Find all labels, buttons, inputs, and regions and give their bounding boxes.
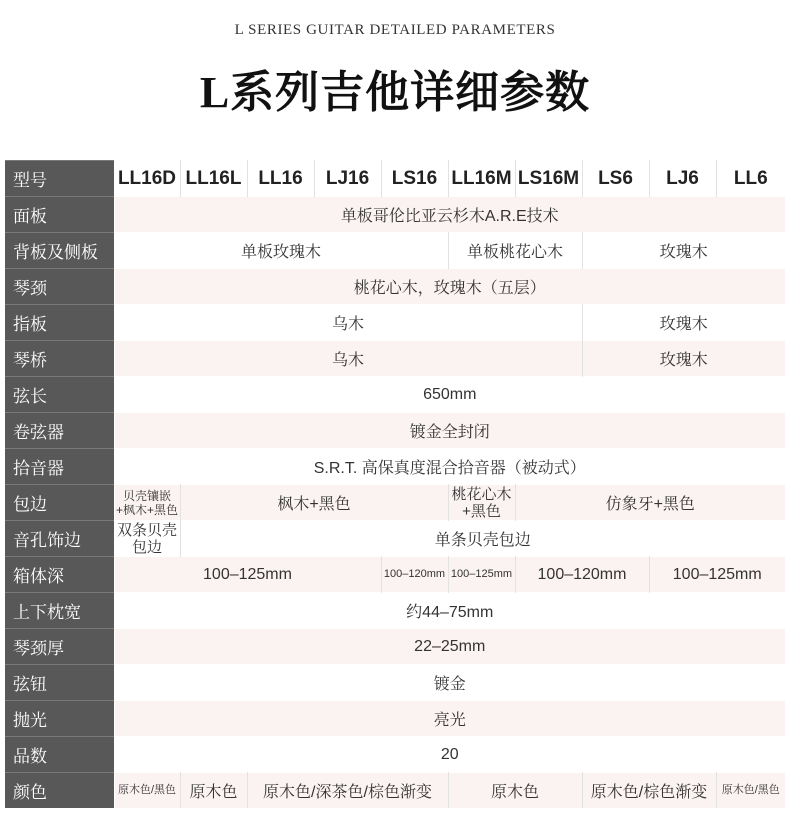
value-cell: 乌木 [114, 341, 582, 377]
row-label: 琴颈厚 [5, 629, 114, 665]
row-label: 颜色 [5, 773, 114, 809]
model-cell: LL16 [247, 161, 314, 197]
model-cell: LL16M [448, 161, 515, 197]
row-label: 拾音器 [5, 449, 114, 485]
model-cell: LL16L [180, 161, 247, 197]
row-label: 琴桥 [5, 341, 114, 377]
row-finish [5, 701, 785, 737]
row-body-depth [5, 557, 785, 593]
value-cell: 650mm [114, 377, 785, 413]
row-binding [5, 485, 785, 521]
row-bridge [5, 341, 785, 377]
value-cell: 单板桃花心木 [448, 233, 582, 269]
value-cell: 原木色 [180, 773, 247, 809]
value-cell: 原木色/黑色 [114, 773, 180, 809]
value-cell: 22–25mm [114, 629, 785, 665]
value-cell: 桃花心木+黑色 [448, 485, 515, 521]
model-cell: LS16 [381, 161, 448, 197]
value-cell: 枫木+黑色 [180, 485, 448, 521]
value-cell: 单条贝壳包边 [180, 521, 785, 557]
value-cell: 原木色/深茶色/棕色渐变 [247, 773, 448, 809]
row-top [5, 197, 785, 233]
page-title: L系列吉他详细参数 [199, 68, 591, 117]
value-cell: 玫瑰木 [582, 341, 785, 377]
model-cell: LL16D [114, 161, 180, 197]
row-bouts [5, 593, 785, 629]
row-label: 包边 [5, 485, 114, 521]
value-cell: 原木色 [448, 773, 582, 809]
value-cell: 镀金 [114, 665, 785, 701]
value-cell: 乌木 [114, 305, 582, 341]
model-cell: LS6 [582, 161, 649, 197]
row-neck-thickness [5, 629, 785, 665]
value-cell: 亮光 [114, 701, 785, 737]
row-label: 面板 [5, 197, 114, 233]
row-neck [5, 269, 785, 305]
row-label: 箱体深 [5, 557, 114, 593]
row-fingerboard [5, 305, 785, 341]
model-cell: LJ6 [649, 161, 716, 197]
row-pickup [5, 449, 785, 485]
row-label: 上下枕宽 [5, 593, 114, 629]
row-label: 背板及侧板 [5, 233, 114, 269]
row-quantity [5, 737, 785, 773]
value-cell: 20 [114, 737, 785, 773]
value-cell: 约44–75mm [114, 593, 785, 629]
row-label: 琴颈 [5, 269, 114, 305]
value-cell: 双条贝壳包边 [114, 521, 180, 557]
row-label: 品数 [5, 737, 114, 773]
row-color [5, 773, 785, 809]
value-cell: 仿象牙+黑色 [515, 485, 785, 521]
value-cell: 单板玫瑰木 [114, 233, 448, 269]
value-cell: 玫瑰木 [582, 305, 785, 341]
value-cell: 桃花心木，玫瑰木（五层） [114, 269, 785, 305]
model-cell: LJ16 [314, 161, 381, 197]
parameters-table [5, 160, 785, 808]
value-cell: 100–125mm [448, 557, 515, 593]
row-model [5, 161, 785, 197]
row-scale [5, 377, 785, 413]
value-cell: S.R.T. 高保真度混合拾音器（被动式） [114, 449, 785, 485]
value-cell: 100–120mm [381, 557, 448, 593]
value-cell: 100–125mm [114, 557, 381, 593]
model-cell: LL6 [716, 161, 785, 197]
value-cell: 镀金全封闭 [114, 413, 785, 449]
row-knobs [5, 665, 785, 701]
model-cell: LS16M [515, 161, 582, 197]
row-label: 指板 [5, 305, 114, 341]
value-cell: 100–120mm [515, 557, 649, 593]
row-tuners [5, 413, 785, 449]
value-cell: 单板哥伦比亚云杉木A.R.E技术 [114, 197, 785, 233]
row-rosette [5, 521, 785, 557]
row-label: 卷弦器 [5, 413, 114, 449]
row-label: 型号 [5, 161, 114, 197]
row-label: 音孔饰边 [5, 521, 114, 557]
value-cell: 100–125mm [649, 557, 785, 593]
value-cell: 贝壳镶嵌+枫木+黑色 [114, 485, 180, 521]
value-cell: 玫瑰木 [582, 233, 785, 269]
row-label: 抛光 [5, 701, 114, 737]
row-back-sides [5, 233, 785, 269]
value-cell: 原木色/黑色 [716, 773, 785, 809]
value-cell: 原木色/棕色渐变 [582, 773, 716, 809]
page-subtitle: L SERIES GUITAR DETAILED PARAMETERS [234, 22, 556, 38]
row-label: 弦长 [5, 377, 114, 413]
row-label: 弦钮 [5, 665, 114, 701]
